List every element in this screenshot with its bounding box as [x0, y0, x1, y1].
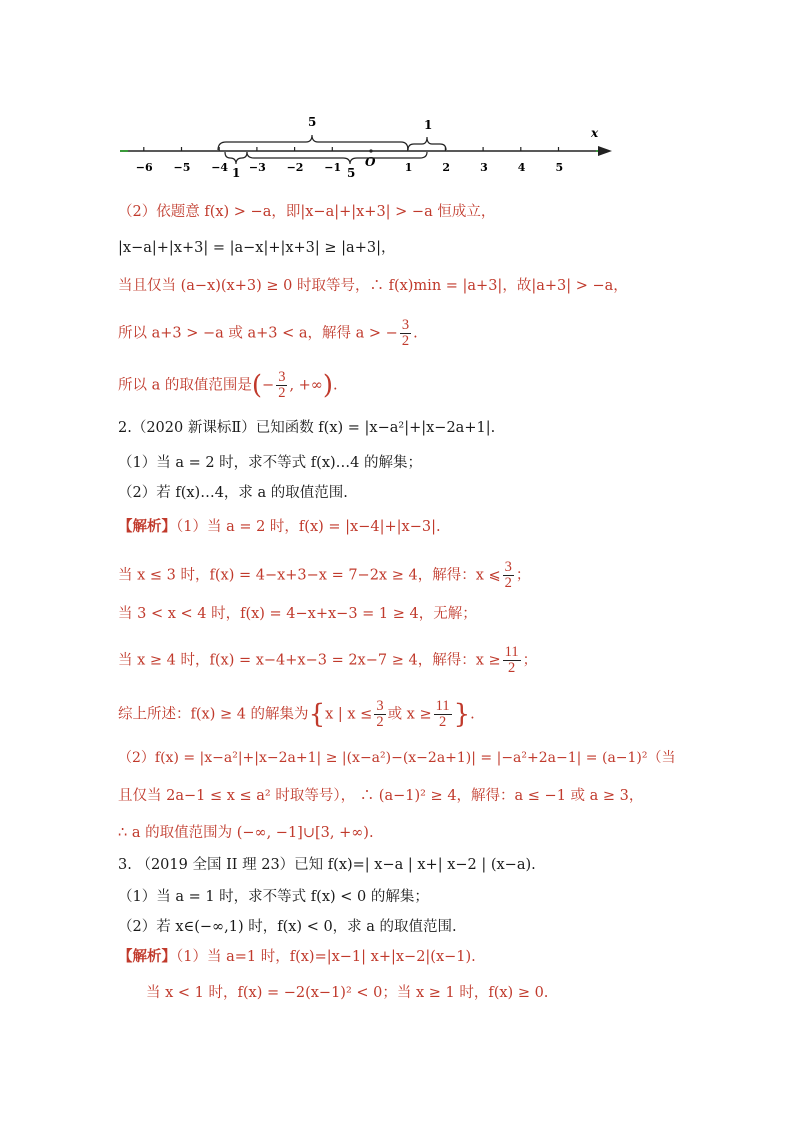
- axis-label: x: [591, 126, 599, 140]
- p1-line5: 所以 a 的取值范围是(− $\frac{3}{2}$ , +∞).: [118, 369, 338, 401]
- fraction: $\frac{3}{2}$: [504, 559, 512, 591]
- q2-answer2-text: 当 x ≤ 3 时，f(x) = 4−x+3−x = 7−2x ≥ 4，解得：x ⩽: [118, 567, 501, 584]
- p1-line4-text: 所以 a+3 > −a 或 a+3 < a，解得 a > −: [118, 325, 398, 342]
- tick-label: −5: [173, 161, 191, 174]
- q2-answer7: 且仅当 2a−1 ≤ x ≤ a² 时取等号）， ∴ (a−1)² ≥ 4，解得：a ≤ −1 或 a ≥ 3，: [118, 788, 644, 804]
- tick-label: −2: [286, 161, 304, 174]
- number-line-figure: [0, 0, 794, 190]
- q2-answer1-text: （1）当 a = 2 时，f(x) = |x−4|+|x−3|.: [176, 519, 441, 535]
- brace-bottom-b-label: 5: [347, 166, 356, 180]
- brace-bottom-a-label: 1: [232, 166, 241, 180]
- tick-label: −6: [135, 161, 153, 174]
- q2-answer4-text: 当 x ≥ 4 时，f(x) = x−4+x−3 = 2x−7 ≥ 4，解得：x ≥: [118, 652, 501, 669]
- p1-line3: 当且仅当 (a−x)(x+3) ≥ 0 时取等号，∴ f(x)min = |a+3|，故|a+3| > −a，: [118, 278, 628, 294]
- tick-label: 5: [555, 161, 564, 174]
- tick-label: −4: [211, 161, 229, 174]
- fraction: $\frac{3}{2}$: [401, 317, 410, 349]
- q2-sub1: （1）当 a = 2 时，求不等式 f(x)…4 的解集；: [118, 455, 422, 471]
- q2-answer1: [118, 517, 794, 537]
- solution-tag: 【解析】: [118, 518, 176, 535]
- brace-top-left: [218, 135, 408, 150]
- q2-answer8: ∴ a 的取值范围为 (−∞, −1]∪[3, +∞).: [118, 825, 374, 841]
- q2-title: 2.（2020 新课标Ⅱ）已知函数 f(x) = |x−a²|+|x−2a+1|.: [118, 420, 496, 436]
- q2-answer3: 当 3 < x < 4 时，f(x) = 4−x+x−3 = 1 ≥ 4，无解；: [118, 606, 477, 622]
- q2-answer5-text: 综上所述：f(x) ≥ 4 的解集为: [118, 706, 309, 723]
- q3-sub1: （1）当 a = 1 时，求不等式 f(x) < 0 的解集；: [118, 889, 429, 905]
- axis-arrow-icon: [598, 146, 612, 156]
- p1-line5-text: 所以 a 的取值范围是: [118, 377, 252, 394]
- fraction: $\frac{11}{2}$: [504, 644, 519, 676]
- brace-top-left-label: 5: [308, 115, 317, 129]
- tick-label: 4: [517, 161, 526, 174]
- q3-answer1: [118, 947, 794, 967]
- q2-sub2: （2）若 f(x)…4，求 a 的取值范围.: [118, 485, 348, 501]
- origin-label: O: [365, 155, 376, 169]
- p1-line4: 所以 a+3 > −a 或 a+3 < a，解得 a > − $\frac{3}{2}$ .: [118, 317, 418, 349]
- q2-answer6: （2）f(x) = |x−a²|+|x−2a+1| ≥ |(x−a²)−(x−2a+1)| = |−a²+2a−1| = (a−1)²（当: [118, 750, 676, 766]
- fraction: $\frac{3}{2}$: [278, 369, 286, 401]
- q2-answer5: 综上所述：f(x) ≥ 4 的解集为{x | x ≤ $\frac{3}{2}$ 或 x ≥ $\frac{11}{2}$ }.: [118, 698, 475, 730]
- q3-title: 3. （2019 全国 II 理 23）已知 f(x)=| x−a | x+| x−2 | (x−a).: [118, 857, 536, 873]
- q3-sub2: （2）若 x∈(−∞,1) 时，f(x) < 0，求 a 的取值范围.: [118, 919, 457, 935]
- solution-tag: 【解析】: [118, 948, 176, 965]
- q3-answer1-text: （1）当 a=1 时，f(x)=|x−1| x+|x−2|(x−1).: [176, 949, 476, 965]
- q2-answer2: 当 x ≤ 3 时，f(x) = 4−x+3−x = 7−2x ≥ 4，解得：x ⩽ $\frac{3}{2}$ ；: [118, 559, 531, 591]
- q2-answer4: 当 x ≥ 4 时，f(x) = x−4+x−3 = 2x−7 ≥ 4，解得：x ≥ $\frac{11}{2}$ ；: [118, 644, 538, 676]
- q3-answer2: 当 x < 1 时，f(x) = −2(x−1)² < 0；当 x ≥ 1 时，f(x) ≥ 0.: [146, 985, 549, 1001]
- p1-line1: （2）依题意 f(x) > −a，即|x−a|+|x+3| > −a 恒成立，: [118, 204, 496, 220]
- p1-line2: |x−a|+|x+3| = |a−x|+|x+3| ≥ |a+3|，: [118, 240, 396, 256]
- fraction: $\frac{3}{2}$: [376, 698, 384, 730]
- tick-label: 1: [404, 161, 413, 174]
- tick-label: 3: [480, 161, 488, 174]
- tick-label: −1: [324, 161, 342, 174]
- fraction: $\frac{11}{2}$: [435, 698, 450, 730]
- tick-label: −3: [248, 161, 266, 174]
- origin-point: [369, 149, 372, 152]
- brace-top-right: [408, 137, 446, 150]
- tick-label: 2: [442, 161, 451, 174]
- brace-bottom-a: [225, 152, 247, 164]
- brace-top-right-label: 1: [424, 118, 433, 132]
